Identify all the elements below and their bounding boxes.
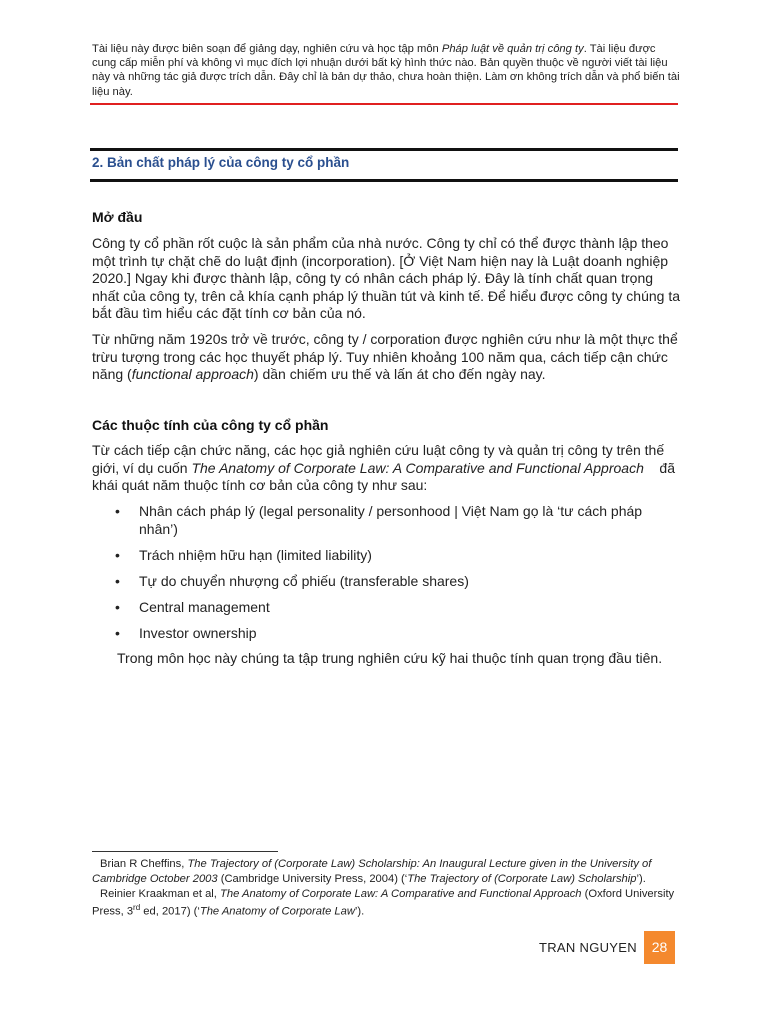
section-title: 2. Bản chất pháp lý của công ty cổ phần — [92, 155, 350, 170]
footnote-2-short-title: The Anatomy of Corporate Law — [199, 906, 355, 919]
intro-paragraph-2 — [92, 331, 682, 384]
intro-paragraph-1: Công ty cổ phần rốt cuộc là sản phẩm của nhà nước. Công ty chỉ có thể được thành lập theo một trình tự chặt chẽ do luật định (incorporation). [Ở Việt Nam hiện nay là Luật doanh nghiệp 2020.] Ngay khi được thành lập, công ty có nhân cách pháp lý. Đây là tính chất quan trọng nhất của công ty, trên cả khía cạnh pháp lý thuần tút và kinh tế. Để hiểu được công ty chúng ta bắt đầu tìm hiểu các đặt tính cơ bản của nó. — [92, 235, 680, 321]
list-item-text: Trách nhiệm hữu hạn (limited liability) — [139, 546, 372, 563]
list-item-text: Nhân cách pháp lý (legal personality / personhood | Việt Nam gọ là ‘tư cách pháp nhân’) — [139, 503, 643, 537]
list-item — [112, 573, 672, 591]
footnotes — [92, 857, 682, 920]
attributes-heading: Các thuộc tính của công ty cổ phần — [92, 417, 329, 433]
footnote-2-text-a: Reinier Kraakman et al, — [100, 887, 221, 900]
footnote-2-text-d: ’). — [354, 906, 365, 919]
attributes-list — [112, 503, 672, 651]
footnote-1-short-title: The Trajectory of (Corporate Law) Scholarship — [407, 872, 637, 885]
section-band — [90, 148, 678, 182]
notice-text-2: . Tài liệu được cung cấp miễn phí và không vì mục đích lợi nhuận dưới bất kỳ hình thức nào. Bản quyền thuộc về người viết tài liệu này và những tác giả được trích dẫn. Đây chỉ là bản dự thảo, chưa hoàn thiện. Làm ơn không trích dẫn và phổ biến tài liệu này. — [92, 43, 680, 98]
list-item — [112, 503, 672, 538]
footnote-2-superscript: rd — [133, 903, 141, 913]
copyright-notice — [92, 42, 682, 99]
page-number: 28 — [644, 931, 675, 964]
footnote-1-text-a: Brian R Cheffins, — [100, 858, 188, 870]
bullet-icon: • — [115, 598, 120, 615]
header-divider — [90, 103, 678, 105]
footnote-2-text-b: (Oxford University Press, 3 — [92, 887, 675, 919]
footnote-1-text-c: ’). — [636, 872, 646, 885]
footnote-1-text-b: (Cambridge University Press, 2004) (‘ — [217, 872, 408, 885]
intro-p2-text-a: Từ những năm 1920s trở về trước, công ty / corporation được nghiên cứu như là một thực thể trừu tượng trong các học thuyết pháp lý. Tuy nhiên khoảng 100 năm qua, cách tiếp cận chức năng ( — [92, 331, 678, 382]
course-name: Pháp luật về quản trị công ty — [441, 43, 584, 55]
footnote-1 — [92, 857, 682, 887]
bullet-icon: • — [115, 503, 120, 519]
bullet-icon: • — [115, 624, 120, 641]
footer-author: TRAN NGUYEN — [539, 940, 637, 955]
intro-p2-text-b: ) dần chiếm ưu thế và lấn át cho đến ngày nay. — [253, 366, 546, 382]
footnote-1-title: The Trajectory of (Corporate Law) Scholarship: An Inaugural Lecture given in the University of Cambridge October 2003 — [92, 858, 652, 885]
notice-text-1: Tài liệu này được biên soạn để giảng dạy, nghiên cứu và học tập môn — [92, 43, 442, 55]
footnote-2 — [92, 887, 682, 920]
intro-p2-italic: functional approach — [131, 366, 254, 382]
closing-paragraph: Trong môn học này chúng ta tập trung nghiên cứu kỹ hai thuộc tính quan trọng đầu tiên. — [117, 650, 663, 666]
list-item-text: Tự do chuyển nhượng cổ phiếu (transferable shares) — [139, 572, 469, 589]
bullet-icon: • — [115, 546, 120, 563]
list-item-text: Investor ownership — [139, 624, 257, 641]
bullet-icon: • — [115, 572, 120, 589]
footnote-divider — [92, 851, 278, 852]
intro-heading: Mở đầu — [92, 209, 143, 225]
footnote-2-text-c: ed, 2017) (‘ — [140, 906, 200, 919]
attributes-paragraph — [92, 442, 682, 495]
attributes-text-b: đã khái quát năm thuộc tính cơ bản của công ty như sau: — [92, 459, 679, 493]
list-item — [112, 547, 672, 565]
list-item-text: Central management — [139, 598, 270, 615]
footnote-2-title: The Anatomy of Corporate Law: A Comparative and Functional Approach — [220, 887, 582, 900]
list-item — [112, 599, 672, 617]
attributes-text-a: Từ cách tiếp cận chức năng, các học giả nghiên cứu luật công ty và quản trị công ty trên thế giới, ví dụ cuốn — [92, 442, 665, 476]
list-item — [112, 625, 672, 643]
book-title: The Anatomy of Corporate Law: A Comparative and Functional Approach — [191, 459, 644, 476]
